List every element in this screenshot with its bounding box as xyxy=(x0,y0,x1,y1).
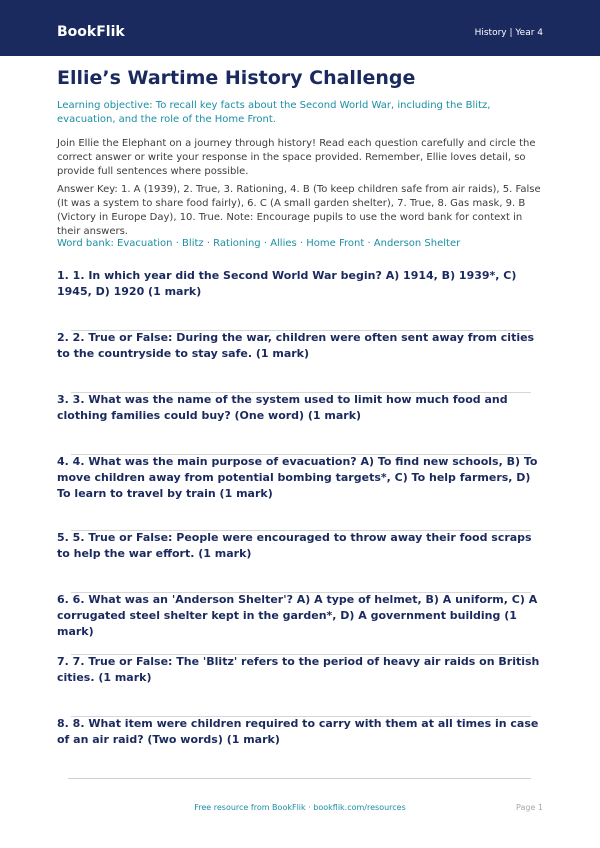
question-1: 1. 1. In which year did the Second World War begin? A) 1914, B) 1939*, C) 1945, D) 1920 (1 mark) xyxy=(57,269,517,298)
footer-credit[interactable]: Free resource from BookFlik · bookflik.com/resources xyxy=(194,803,406,812)
question-4: 4. 4. What was the main purpose of evacuation? A) To find new schools, B) To move children away from potential bombing targets*, C) To help farmers, D) To learn to travel by train (1 mark) xyxy=(57,455,538,500)
question-6: 6. 6. What was an 'Anderson Shelter'? A) A type of helmet, B) A uniform, C) A corrugated steel shelter kept in the garden*, D) A government building (1 mark) xyxy=(57,593,538,638)
footer-divider xyxy=(68,778,531,779)
word-bank: Word bank: Evacuation · Blitz · Rationing · Allies · Home Front · Anderson Shelter xyxy=(57,238,461,249)
question-5: 5. 5. True or False: People were encouraged to throw away their food scraps to help the war effort. (1 mark) xyxy=(57,531,532,560)
question-3: 3. 3. What was the name of the system used to limit how much food and clothing families could buy? (One word) (1 mark) xyxy=(57,393,508,422)
brand-logo[interactable]: BookFlik xyxy=(57,24,125,40)
worksheet-title: Ellie’s Wartime History Challenge xyxy=(57,67,416,89)
subject-year-label: History | Year 4 xyxy=(474,28,543,38)
intro-text: Join Ellie the Elephant on a journey through history! Read each question carefully and circle the correct answer or write your response in the space provided. Remember, Ellie loves detail, so provide full sentences where possible. xyxy=(57,138,536,177)
question-8: 8. 8. What item were children required to carry with them at all times in case of an air raid? (Two words) (1 mark) xyxy=(57,717,539,746)
answer-key: Answer Key: 1. A (1939), 2. True, 3. Rationing, 4. B (To keep children safe from air raids), 5. False (It was a system to share food fairly), 6. C (A small garden shelter), 7. True, 8. Gas mask, 9. B (Victory in Europe Day), 10. True. Note: Encourage pupils to use the word bank for context in their answers. xyxy=(57,184,541,237)
page-number: Page 1 xyxy=(516,803,543,812)
question-2: 2. 2. True or False: During the war, children were often sent away from cities to the countryside to stay safe. (1 mark) xyxy=(57,331,535,360)
page-header xyxy=(0,0,600,56)
question-7: 7. 7. True or False: The 'Blitz' refers to the period of heavy air raids on British cities. (1 mark) xyxy=(57,655,540,684)
learning-objective: Learning objective: To recall key facts about the Second World War, including the Blitz, evacuation, and the role of the Home Front. xyxy=(57,100,491,125)
